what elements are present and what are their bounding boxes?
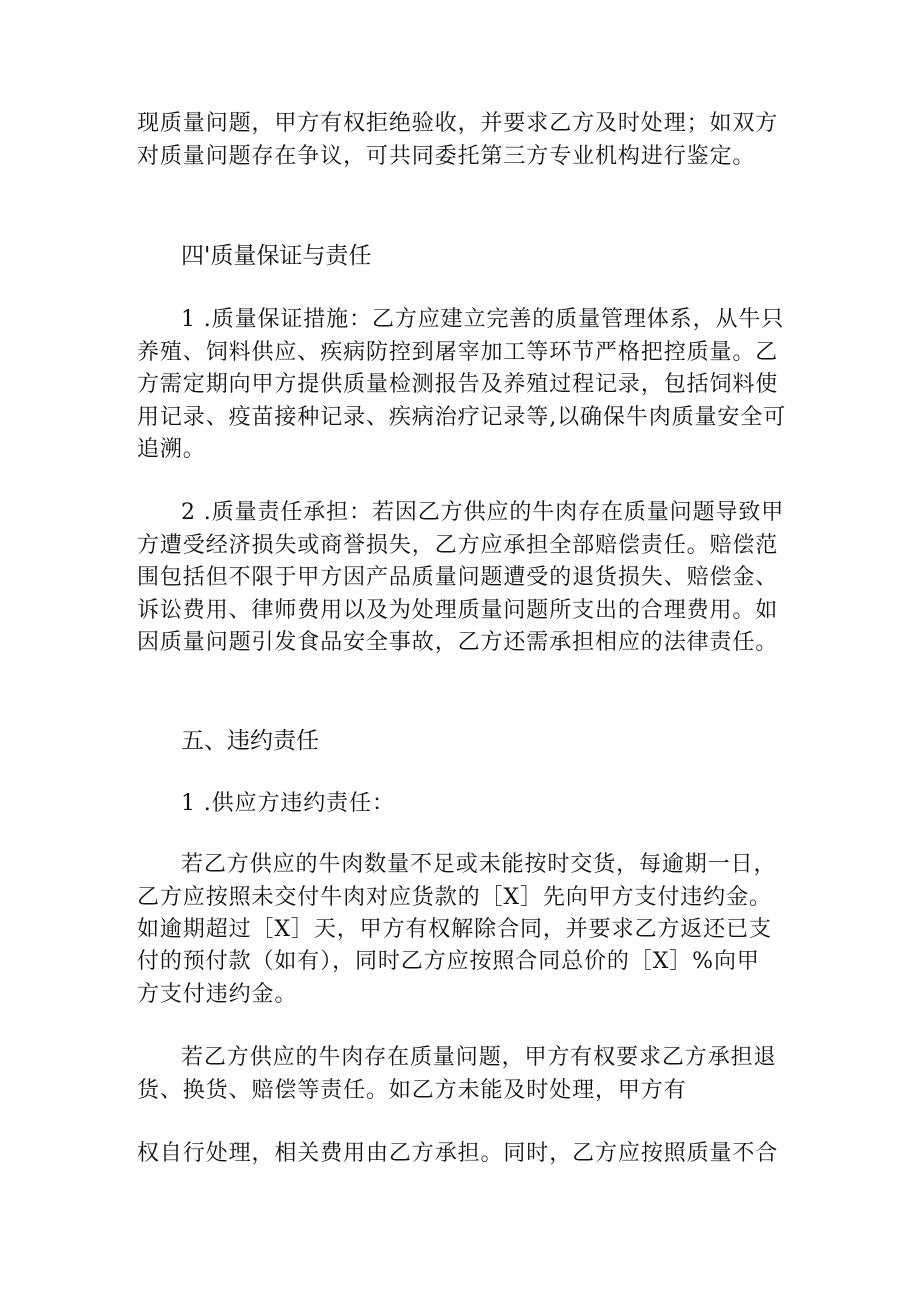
- paragraph-line: 若乙方供应的牛肉存在质量问题，甲方有权要求乙方承担退: [181, 1045, 777, 1070]
- paragraph-line: 方支付违约金。: [137, 982, 298, 1007]
- paragraph-line: 如逾期超过［X］天，甲方有权解除合同，并要求乙方返还已支: [137, 917, 772, 942]
- paragraph-line: 对质量问题存在争议，可共同委托第三方专业机构进行鉴定。: [137, 144, 756, 169]
- paragraph-line: 2 .质量责任承担：若因乙方供应的牛肉存在质量问题导致甲: [181, 500, 785, 525]
- paragraph-line: 追溯。: [137, 437, 206, 462]
- section-heading: 五、违约责任: [181, 728, 319, 754]
- section-heading: 四'质量保证与责任: [181, 243, 372, 269]
- paragraph-line: 方遭受经济损失或商誉损失，乙方应承担全部赔偿责任。赔偿范: [137, 533, 779, 558]
- paragraph-line: 若乙方供应的牛肉数量不足或未能按时交货，每逾期一日，: [181, 852, 777, 877]
- paragraph-line: 围包括但不限于甲方因产品质量问题遭受的退货损失、赔偿金、: [137, 565, 779, 590]
- paragraph-line: 方需定期向甲方提供质量检测报告及养殖过程记录，包括饲料使: [137, 372, 779, 397]
- paragraph-line: 权自行处理，相关费用由乙方承担。同时，乙方应按照质量不合: [137, 1141, 779, 1166]
- paragraph-line: 用记录、疫苗接种记录、疾病治疗记录等,以确保牛肉质量安全可: [137, 405, 787, 430]
- paragraph-line: 货、换货、赔偿等责任。如乙方未能及时处理，甲方有: [137, 1078, 687, 1103]
- paragraph-line: 因质量问题引发食品安全事故，乙方还需承担相应的法律责任。: [137, 630, 779, 655]
- paragraph-line: 诉讼费用、律师费用以及为处理质量问题所支出的合理费用。如: [137, 598, 779, 623]
- item-title: 1 .供应方违约责任：: [181, 791, 395, 816]
- paragraph-line: 养殖、饲料供应、疾病防控到屠宰加工等环节严格把控质量。乙: [137, 340, 779, 365]
- paragraph-line: 1 .质量保证措施：乙方应建立完善的质量管理体系，从牛只: [181, 307, 785, 332]
- paragraph-line: 现质量问题，甲方有权拒绝验收，并要求乙方及时处理；如双方: [137, 111, 779, 136]
- paragraph-line: 付的预付款（如有），同时乙方应按照合同总价的［X］%向甲: [137, 949, 760, 974]
- paragraph-line: 乙方应按照未交付牛肉对应货款的［X］先向甲方支付违约金。: [137, 885, 772, 910]
